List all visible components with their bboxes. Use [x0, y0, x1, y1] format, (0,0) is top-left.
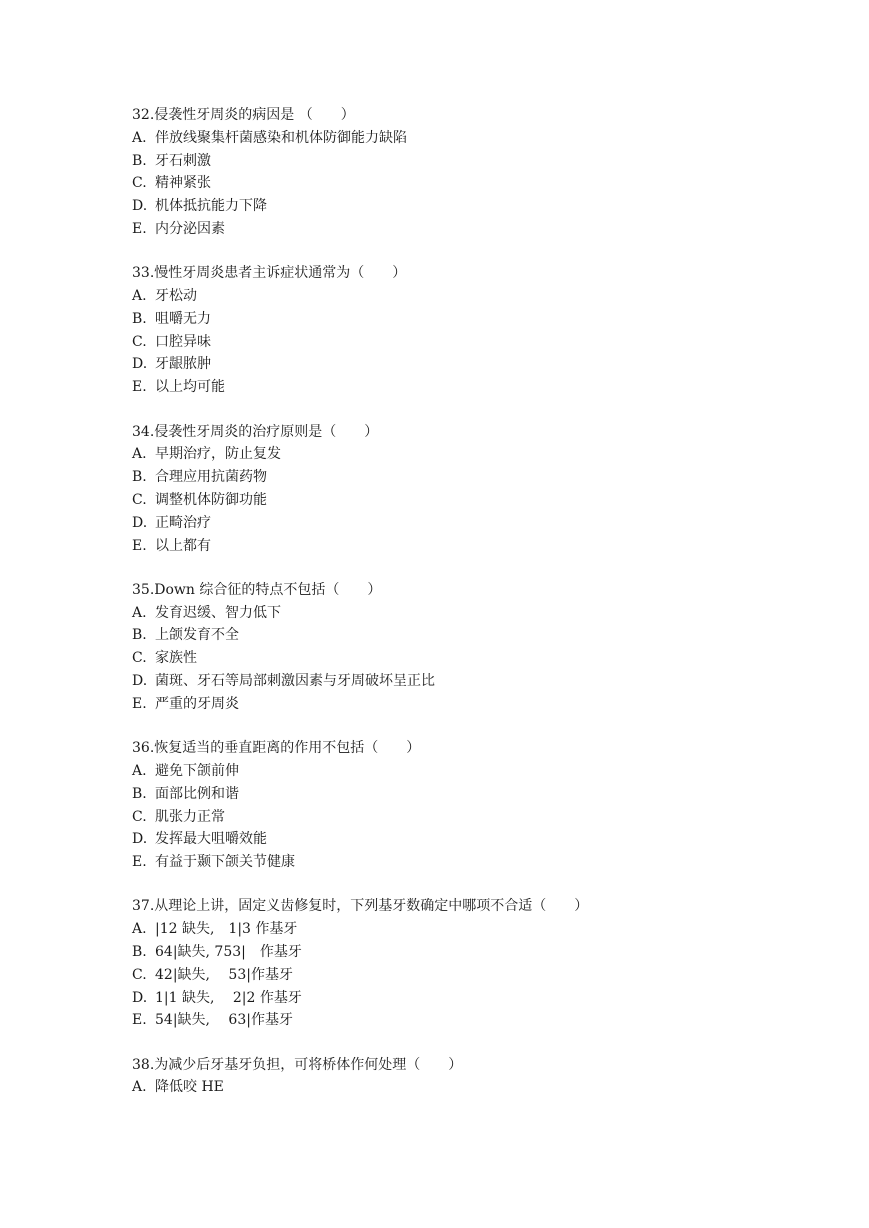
option-letter: B. — [132, 152, 147, 169]
option-letter: A. — [132, 288, 147, 305]
question-33 — [132, 262, 792, 399]
question-38 — [132, 1054, 792, 1100]
option-letter: A. — [132, 921, 147, 938]
option-letter: B. — [132, 310, 147, 327]
question-stem: 35.Down 综合征的特点不包括（ ） — [132, 581, 382, 598]
option-letter: D. — [132, 198, 148, 215]
question-stem: 32.侵袭性牙周炎的病因是 （ ） — [132, 107, 355, 123]
option-letter: E. — [132, 379, 147, 396]
option-d — [132, 512, 792, 535]
option-e — [132, 1009, 792, 1032]
option-text: 42|缺失, 53|作基牙 — [155, 966, 293, 983]
option-letter: E. — [132, 537, 147, 554]
option-text: 发育迟缓、智力低下 — [155, 604, 281, 621]
option-c — [132, 172, 792, 195]
option-letter: E. — [132, 854, 147, 871]
option-letter: A. — [132, 762, 147, 779]
option-e — [132, 218, 792, 241]
option-c — [132, 489, 792, 512]
option-text: 肌张力正常 — [155, 808, 225, 825]
option-text: 调整机体防御功能 — [155, 491, 267, 508]
option-b — [132, 624, 792, 647]
option-letter: C. — [132, 175, 147, 192]
option-text: |12 缺失, 1|3 作基牙 — [155, 921, 298, 938]
option-letter: B. — [132, 627, 147, 644]
option-text: 机体抵抗能力下降 — [155, 198, 267, 215]
option-b — [132, 783, 792, 806]
option-text: 口腔异味 — [155, 333, 211, 350]
option-b — [132, 308, 792, 331]
option-letter: D. — [132, 673, 148, 690]
option-text: 牙石刺激 — [155, 152, 211, 169]
question-34 — [132, 421, 792, 558]
question-stem: 38.为减少后牙基牙负担，可将桥体作何处理（ ） — [132, 1056, 463, 1073]
option-letter: D. — [132, 831, 148, 848]
option-d — [132, 670, 792, 693]
option-letter: C. — [132, 333, 147, 350]
question-36 — [132, 737, 792, 874]
option-text: 严重的牙周炎 — [155, 695, 239, 712]
option-letter: D. — [132, 989, 148, 1006]
option-d — [132, 353, 792, 376]
option-text: 精神紧张 — [155, 175, 211, 192]
question-stem: 36.恢复适当的垂直距离的作用不包括（ ） — [132, 740, 421, 757]
option-letter: A. — [132, 129, 147, 146]
option-text: 牙龈脓肿 — [155, 356, 211, 373]
option-letter: C. — [132, 808, 147, 825]
question-37 — [132, 895, 792, 1032]
option-letter: B. — [132, 944, 147, 960]
option-b — [132, 466, 792, 489]
option-c — [132, 806, 792, 829]
option-a — [132, 285, 792, 308]
option-text: 发挥最大咀嚼效能 — [155, 831, 267, 848]
option-letter: B. — [132, 785, 147, 802]
option-text: 以上都有 — [155, 537, 211, 554]
option-text: 面部比例和谐 — [155, 785, 239, 802]
question-stem: 34.侵袭性牙周炎的治疗原则是（ ） — [132, 423, 379, 440]
option-text: 内分泌因素 — [155, 220, 225, 237]
option-letter: E. — [132, 695, 147, 712]
option-text: 早期治疗，防止复发 — [155, 446, 281, 463]
option-text: 牙松动 — [155, 288, 197, 305]
option-c — [132, 331, 792, 354]
option-text: 家族性 — [155, 650, 197, 667]
option-text: 上颌发育不全 — [155, 627, 239, 644]
option-letter: C. — [132, 966, 147, 983]
question-stem: 37.从理论上讲，固定义齿修复时，下列基牙数确定中哪项不合适（ ） — [132, 898, 589, 915]
option-letter: A. — [132, 604, 147, 621]
option-d — [132, 987, 792, 1010]
option-a — [132, 127, 792, 150]
option-d — [132, 195, 792, 218]
option-text: 以上均可能 — [155, 379, 225, 396]
option-letter: D. — [132, 514, 148, 531]
option-text: 有益于颞下颌关节健康 — [155, 854, 295, 871]
option-text: 避免下颌前伸 — [155, 762, 239, 779]
option-text: 64|缺失, 753| 作基牙 — [155, 944, 302, 960]
option-letter: D. — [132, 356, 148, 373]
option-text: 1|1 缺失, 2|2 作基牙 — [155, 989, 302, 1006]
option-text: 降低咬 HE — [155, 1079, 224, 1096]
option-text: 合理应用抗菌药物 — [155, 469, 267, 486]
option-a — [132, 602, 792, 625]
option-d — [132, 828, 792, 851]
option-letter: C. — [132, 650, 147, 667]
option-text: 54|缺失, 63|作基牙 — [155, 1012, 293, 1029]
option-e — [132, 376, 792, 399]
option-a — [132, 1076, 792, 1099]
option-letter: E. — [132, 220, 147, 237]
option-a — [132, 918, 792, 941]
option-letter: A. — [132, 446, 147, 463]
option-text: 伴放线聚集杆菌感染和机体防御能力缺陷 — [155, 129, 407, 146]
option-e — [132, 535, 792, 558]
option-b — [132, 150, 792, 173]
option-letter: C. — [132, 491, 147, 508]
option-b — [132, 941, 792, 964]
option-c — [132, 964, 792, 987]
question-35 — [132, 579, 792, 716]
question-sheet — [132, 104, 792, 1121]
option-letter: B. — [132, 469, 147, 486]
option-text: 正畸治疗 — [155, 514, 211, 531]
question-stem: 33.慢性牙周炎患者主诉症状通常为（ ） — [132, 265, 407, 282]
option-e — [132, 693, 792, 716]
option-a — [132, 760, 792, 783]
option-letter: A. — [132, 1079, 147, 1096]
option-c — [132, 647, 792, 670]
question-32 — [132, 104, 792, 241]
option-letter: E. — [132, 1012, 147, 1029]
option-text: 咀嚼无力 — [155, 310, 211, 327]
option-e — [132, 851, 792, 874]
option-text: 菌斑、牙石等局部刺激因素与牙周破坏呈正比 — [155, 673, 435, 690]
option-a — [132, 443, 792, 466]
